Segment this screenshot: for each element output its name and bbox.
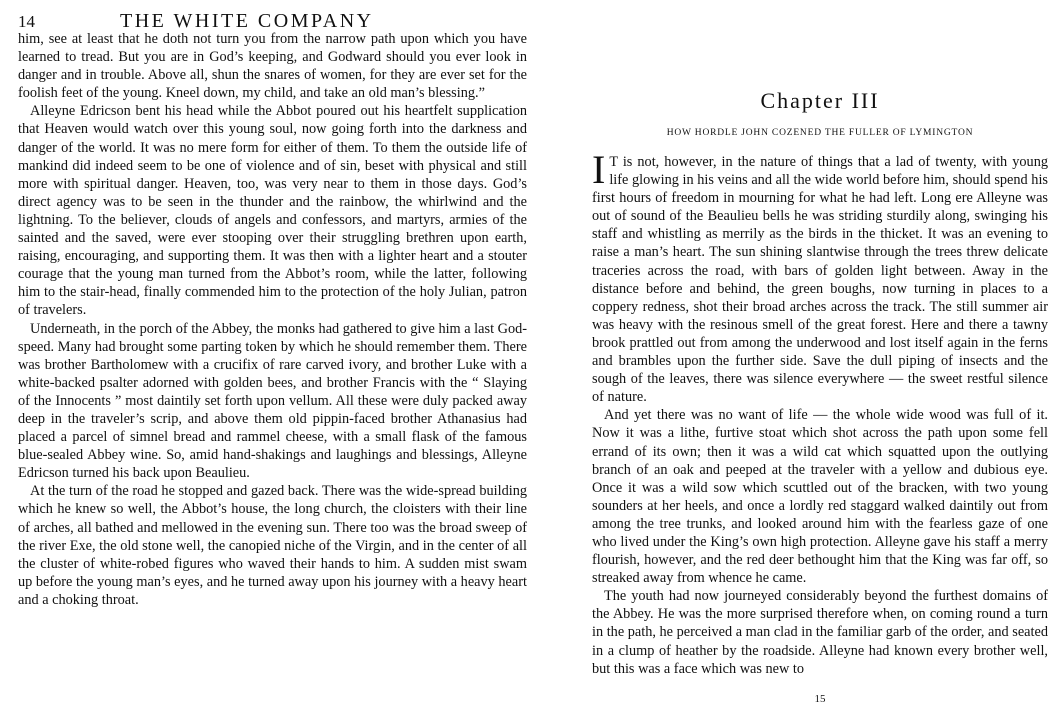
paragraph: And yet there was no want of life — the whole wide wood was full of it. Now it was a lithe, furtive stoat which shot across the path upon some fell errand of its own; then it was a wild cat which squatted upon the outlying branch of an oak and peeped at the traveler with a yellow and dubious eye. Once it was a wild sow which scuttled out of the bracken, with two young sounders at her heels, and once a lordly red staggard walked daintily out from among the tree trunks, and looked around him with the fearless gaze of one who lived under the King’s own high protection. Alleyne gave his staff a merry flourish, however, and the red deer bethought him that the King was far off, so streaked away from whence he came.: [592, 407, 1048, 587]
right-page-body: [592, 147, 1048, 678]
opening-paragraph: [592, 147, 1048, 406]
left-page: [18, 0, 527, 609]
opening-paragraph-text: T is not, however, in the nature of things that a lad of twenty, with young life glowing in his veins and all the wide world before him, should spend his first hours of freedom in mourning for what he had left. Long ere Alleyne was out of sound of the Beaulieu bells he was striding sturdily along, swinging his staff and whistling as merrily as the birds in the thicket. It was an evening to raise a man’s heart. The sun shining slantwise through the trees threw delicate traceries across the road, with bars of golden light between. Away in the distance before and behind, the green boughs, now turning in places to a coppery redness, shot their broad arches across the track. The still summer air was heavy with the resinous smell of the great forest. Here and there a tawny brook prattled out from among the underwood and lost itself again in the ferns and brambles upon the further side. Save the dull piping of insects and the sough of the leaves, there was silence everywhere — the sweet restful silence of nature.: [592, 154, 1048, 406]
page-number: 14: [18, 12, 35, 31]
paragraph: At the turn of the road he stopped and gazed back. There was the wide-spread building which he knew so well, the Abbot’s house, the long church, the cloisters with their line of arches, all bathed and mellowed in the evening sun. There too was the broad sweep of the river Exe, the old stone well, the canopied niche of the Virgin, and in the center of all the cluster of white-robed figures who waved their hands to him. A sudden mist swam up before the young man’s eyes, and he turned away upon his journey with a heavy heart and a choking throat.: [18, 483, 527, 608]
page-number: 15: [814, 693, 826, 705]
running-title: THE WHITE COMPANY: [120, 10, 374, 32]
paragraph: Alleyne Edricson bent his head while the Abbot poured out his heartfelt supplication that Heaven would watch over this young soul, now going forth into the darkness and danger of the world. It was no mere form for either of them. To them the outside life of mankind did indeed seem to be one of violence and of sin, beset with physical and still more with spiritual danger. Heaven, too, was very near to them in those days. God’s direct agency was to be seen in the thunder and the rainbow, the whirlwind and the lightning. To the believer, clouds of angels and confessors, and martyrs, armies of the sainted and the saved, were ever stooping over their struggling brethren upon earth, raising, encouraging, and supporting them. It was then with a lighter heart and a stouter courage that the young man turned from the Abbot’s room, while the latter, following him to the stair-head, finally commended him to the protection of the holy Julian, patron of travelers.: [18, 103, 527, 319]
drop-cap: I: [592, 147, 606, 192]
chapter-subtitle: HOW HORDLE JOHN COZENED THE FULLER OF LYMINGTON: [666, 128, 974, 138]
paragraph: him, see at least that he doth not turn you from the narrow path upon which you have learned to tread. But you are in God’s keeping, and Godward should you ever look in danger and in trouble. Above all, shun the snares of women, for they are ever set for the foolish feet of the young. Kneel down, my child, and take an old man’s blessing.”: [18, 31, 527, 102]
chapter-title: Chapter III: [760, 88, 880, 113]
paragraph: The youth had now journeyed considerably beyond the furthest domains of the Abbey. He was the more surprised therefore when, on coming round a turn in the path, he perceived a man clad in the familiar garb of the order, and seated in a clump of heather by the roadside. Alleyne had known every brother well, but this was a face which was new to: [592, 588, 1048, 677]
right-page: [592, 0, 1048, 718]
paragraph: Underneath, in the porch of the Abbey, the monks had gathered to give him a last God-speed. Many had brought some parting token by which he should remember them. There was brother Bartholomew with a crucifix of rare carved ivory, and brother Luke with a white-backed psalter adorned with golden bees, and brother Francis with the “ Slaying of the Innocents ” most daintily set forth upon vellum. All these were duly packed away deep in the traveler’s scrip, and above them old pippin-faced brother Athanasius had placed a parcel of simnel bread and rammel cheese, with a small flask of the famous blue-sealed Abbey wine. So, amid hand-shakings and laughings and blessings, Alleyne Edricson turned his back upon Beaulieu.: [18, 320, 527, 482]
page-header: [18, 0, 527, 30]
left-page-body: [18, 30, 527, 609]
